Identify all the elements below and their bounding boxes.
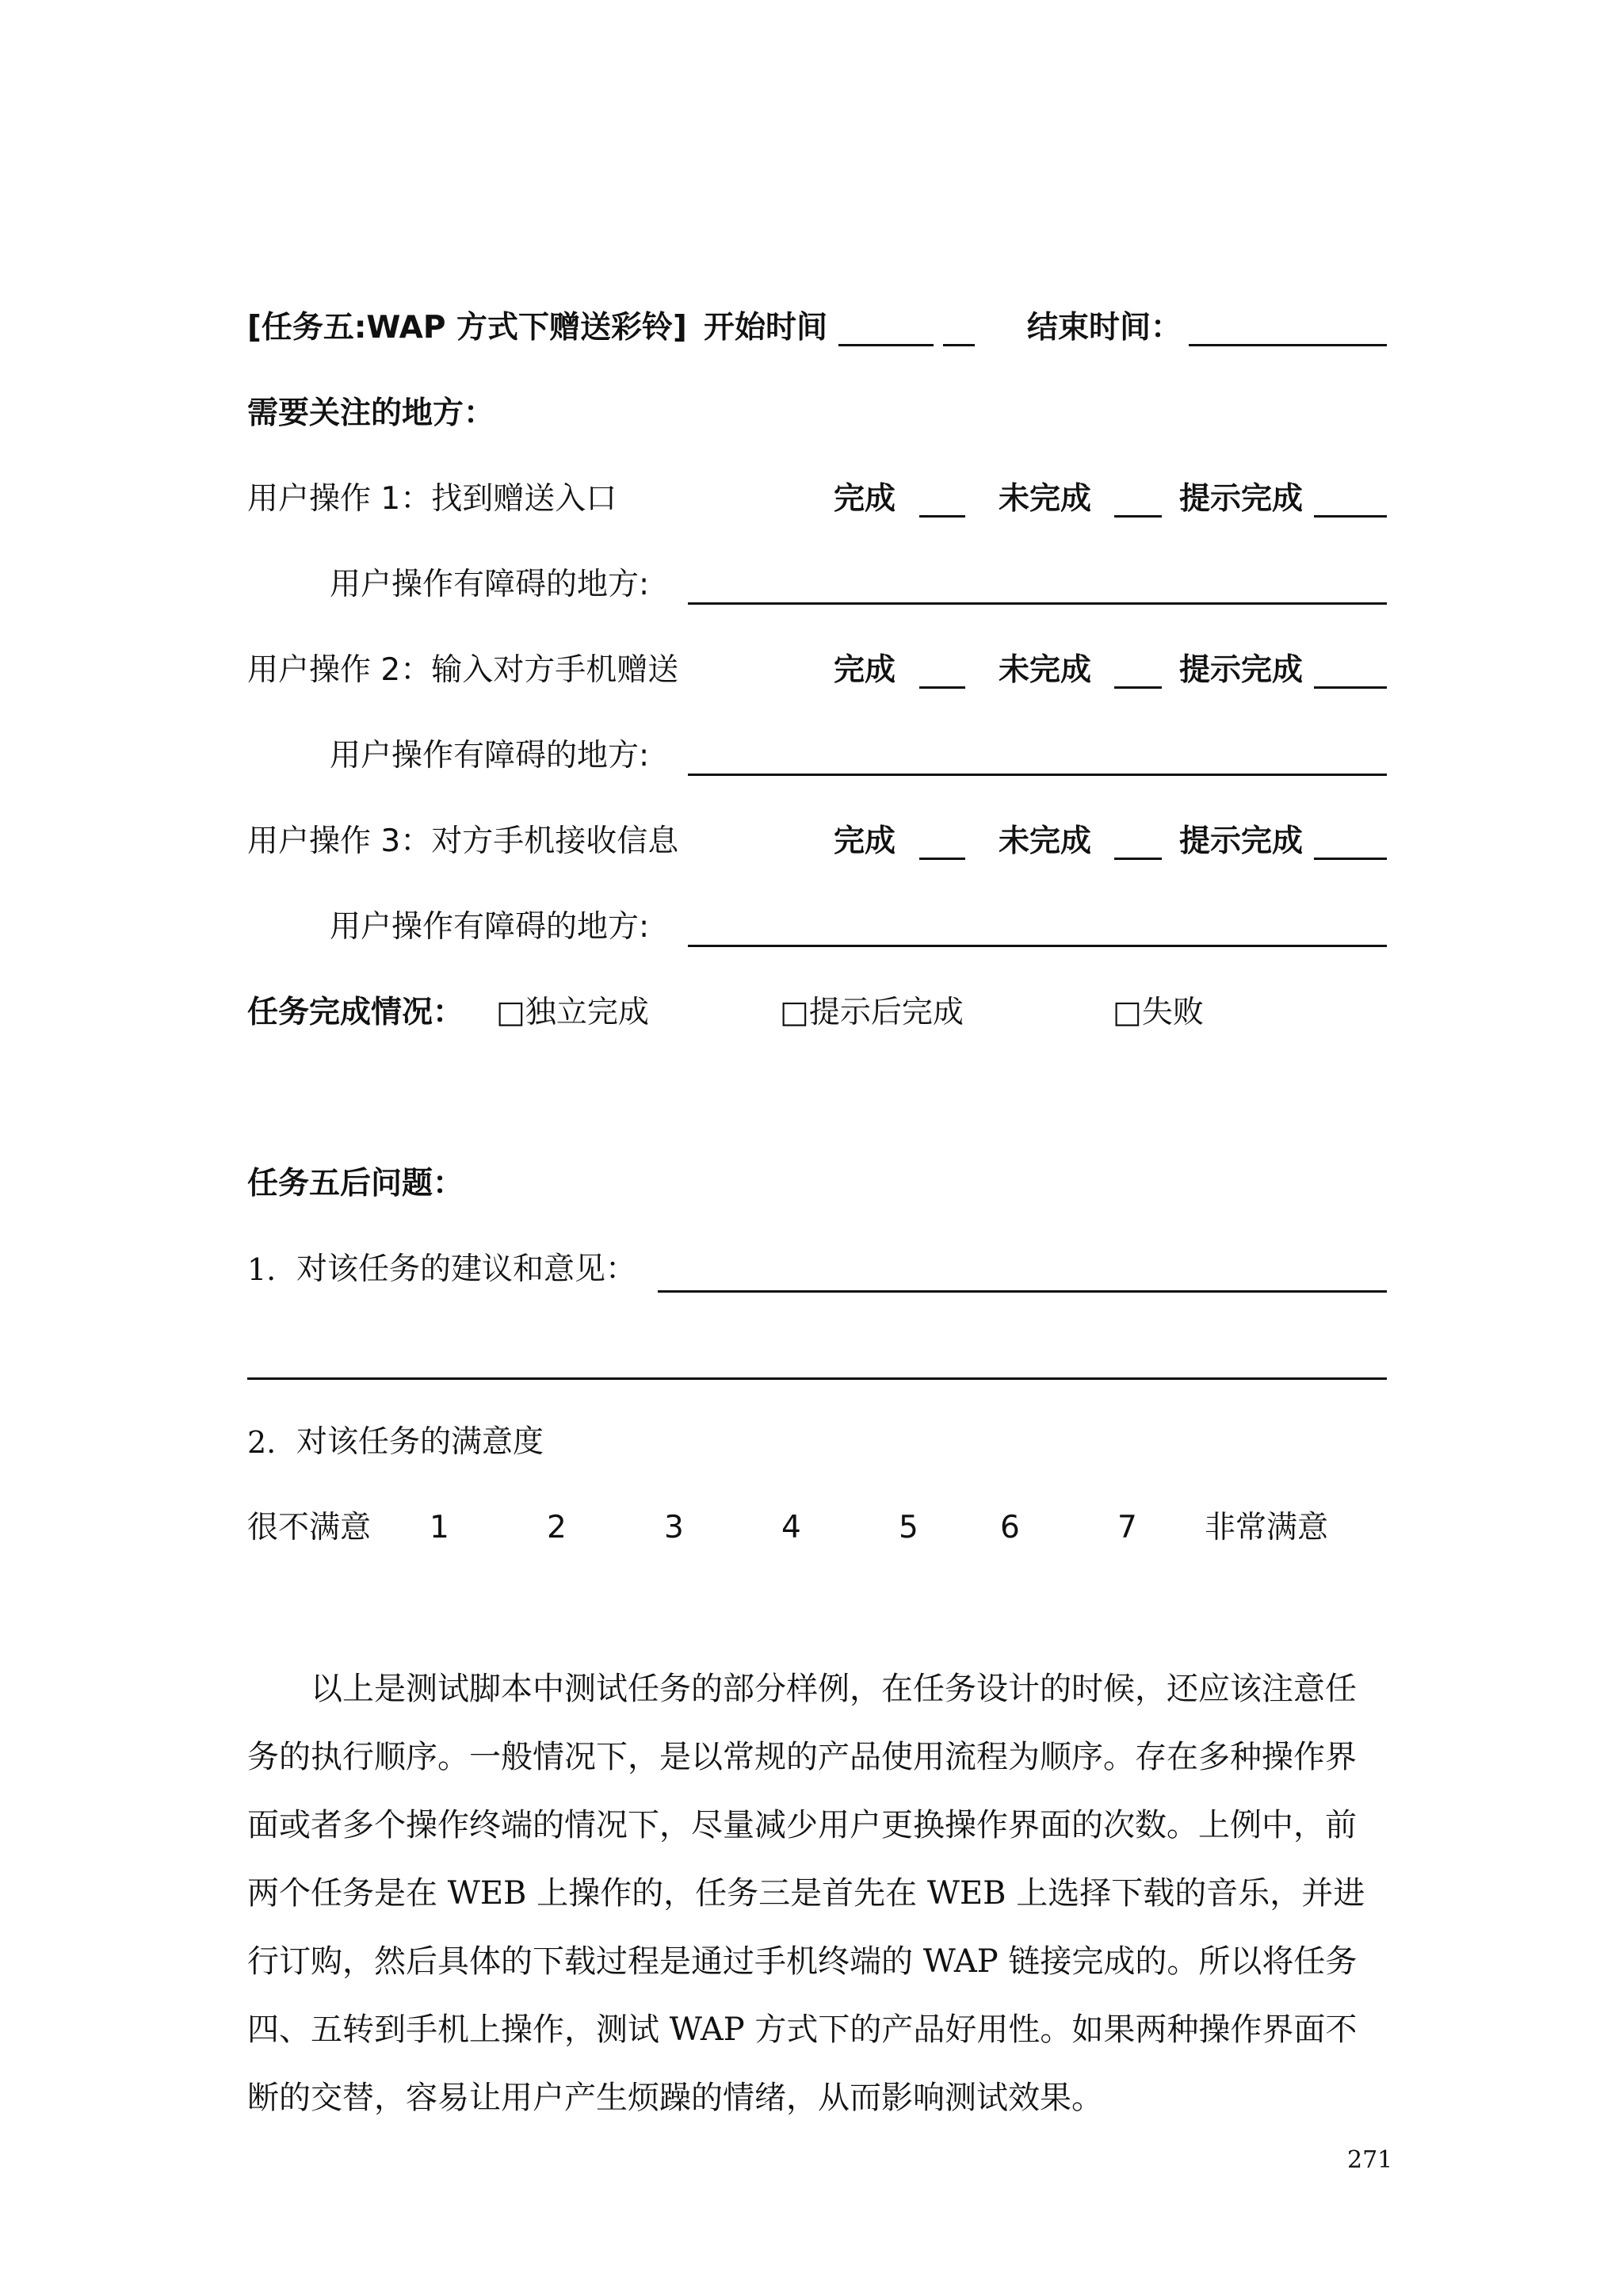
operation-2-not-done: 未完成 xyxy=(999,652,1092,688)
focus-heading: 需要关注的地方： xyxy=(247,395,495,431)
operation-3-not-done: 未完成 xyxy=(999,823,1092,859)
start-time-blank-1[interactable] xyxy=(838,344,934,346)
operation-1-obstacle-label: 用户操作有障碍的地方: xyxy=(330,567,650,602)
operation-2-label: 用户操作 2：输入对方手机赠送 xyxy=(247,652,679,688)
paragraph-line: 四、五转到手机上操作，测试 WAP 方式下的产品好用性。如果两种操作界面不 xyxy=(247,2011,1358,2048)
completion-option-hinted[interactable]: □提示后完成 xyxy=(780,995,964,1030)
operation-2-obstacle-field[interactable] xyxy=(688,774,1387,776)
operation-1-not-done: 未完成 xyxy=(999,481,1092,517)
completion-option-failed[interactable]: □失败 xyxy=(1113,995,1204,1030)
operation-3-hint-done: 提示完成 xyxy=(1179,823,1304,859)
operation-3-not-done-blank[interactable] xyxy=(1114,858,1162,860)
scale-option-7[interactable]: 7 xyxy=(1117,1510,1137,1545)
start-time-blank-2[interactable] xyxy=(943,344,975,346)
question-1-text: 对该任务的建议和意见： xyxy=(296,1251,637,1287)
scale-option-1[interactable]: 1 xyxy=(430,1510,449,1545)
operation-2-not-done-blank[interactable] xyxy=(1114,686,1162,689)
start-time-label: 开始时间 xyxy=(704,310,828,346)
end-time-blank[interactable] xyxy=(1189,344,1387,346)
body-paragraph xyxy=(247,1655,1388,2132)
questions-heading: 任务五后问题： xyxy=(247,1166,464,1201)
paragraph-line: 务的执行顺序。一般情况下，是以常规的产品使用流程为顺序。存在多种操作界 xyxy=(247,1739,1357,1775)
question-2-text: 对该任务的满意度 xyxy=(296,1424,544,1460)
paragraph-line: 断的交替，容易让用户产生烦躁的情绪，从而影响测试效果。 xyxy=(247,2080,1103,2116)
scale-option-2[interactable]: 2 xyxy=(547,1510,567,1545)
operation-1-label: 用户操作 1：找到赠送入口 xyxy=(247,481,617,517)
task-title: [任务五:WAP 方式下赠送彩铃] xyxy=(247,310,687,346)
question-1-answer-line-1[interactable] xyxy=(658,1290,1387,1293)
operation-1-hint-done-blank[interactable] xyxy=(1314,515,1387,518)
operation-2-done-blank[interactable] xyxy=(919,686,965,689)
scale-high-label: 非常满意 xyxy=(1205,1510,1329,1545)
operation-2-obstacle-label: 用户操作有障碍的地方: xyxy=(330,738,650,774)
operation-3-obstacle-label: 用户操作有障碍的地方: xyxy=(330,909,650,945)
operation-3-done-blank[interactable] xyxy=(919,858,965,860)
operation-2-hint-done-blank[interactable] xyxy=(1314,686,1387,689)
operation-2-hint-done: 提示完成 xyxy=(1179,652,1304,688)
question-2-number: 2. xyxy=(247,1425,277,1460)
question-1-answer-line-2[interactable] xyxy=(247,1377,1387,1380)
operation-1-done-blank[interactable] xyxy=(919,515,965,518)
completion-option-independent[interactable]: □独立完成 xyxy=(496,995,649,1030)
scale-low-label: 很不满意 xyxy=(247,1510,372,1545)
operation-3-label: 用户操作 3：对方手机接收信息 xyxy=(247,823,679,859)
operation-1-hint-done: 提示完成 xyxy=(1179,481,1304,517)
page-number: 271 xyxy=(1347,2146,1393,2174)
paragraph-line: 面或者多个操作终端的情况下，尽量减少用户更换操作界面的次数。上例中，前 xyxy=(247,1807,1357,1843)
operation-2-done: 完成 xyxy=(834,652,896,688)
operation-1-done: 完成 xyxy=(834,481,896,517)
paragraph-line: 以上是测试脚本中测试任务的部分样例，在任务设计的时候，还应该注意任 xyxy=(311,1671,1357,1707)
scale-option-3[interactable]: 3 xyxy=(664,1510,684,1545)
scale-option-4[interactable]: 4 xyxy=(781,1510,801,1545)
operation-1-not-done-blank[interactable] xyxy=(1114,515,1162,518)
operation-1-obstacle-field[interactable] xyxy=(688,602,1387,605)
paragraph-line: 行订购，然后具体的下载过程是通过手机终端的 WAP 链接完成的。所以将任务 xyxy=(247,1943,1358,1980)
operation-3-obstacle-field[interactable] xyxy=(688,945,1387,947)
scale-option-5[interactable]: 5 xyxy=(899,1510,918,1545)
completion-label: 任务完成情况： xyxy=(247,995,464,1030)
question-1-number: 1. xyxy=(247,1252,277,1287)
scale-option-6[interactable]: 6 xyxy=(1000,1510,1020,1545)
operation-3-hint-done-blank[interactable] xyxy=(1314,858,1387,860)
operation-3-done: 完成 xyxy=(834,823,896,859)
paragraph-line: 两个任务是在 WEB 上操作的，任务三是首先在 WEB 上选择下载的音乐，并进 xyxy=(247,1875,1365,1912)
end-time-label: 结束时间： xyxy=(1027,310,1182,346)
